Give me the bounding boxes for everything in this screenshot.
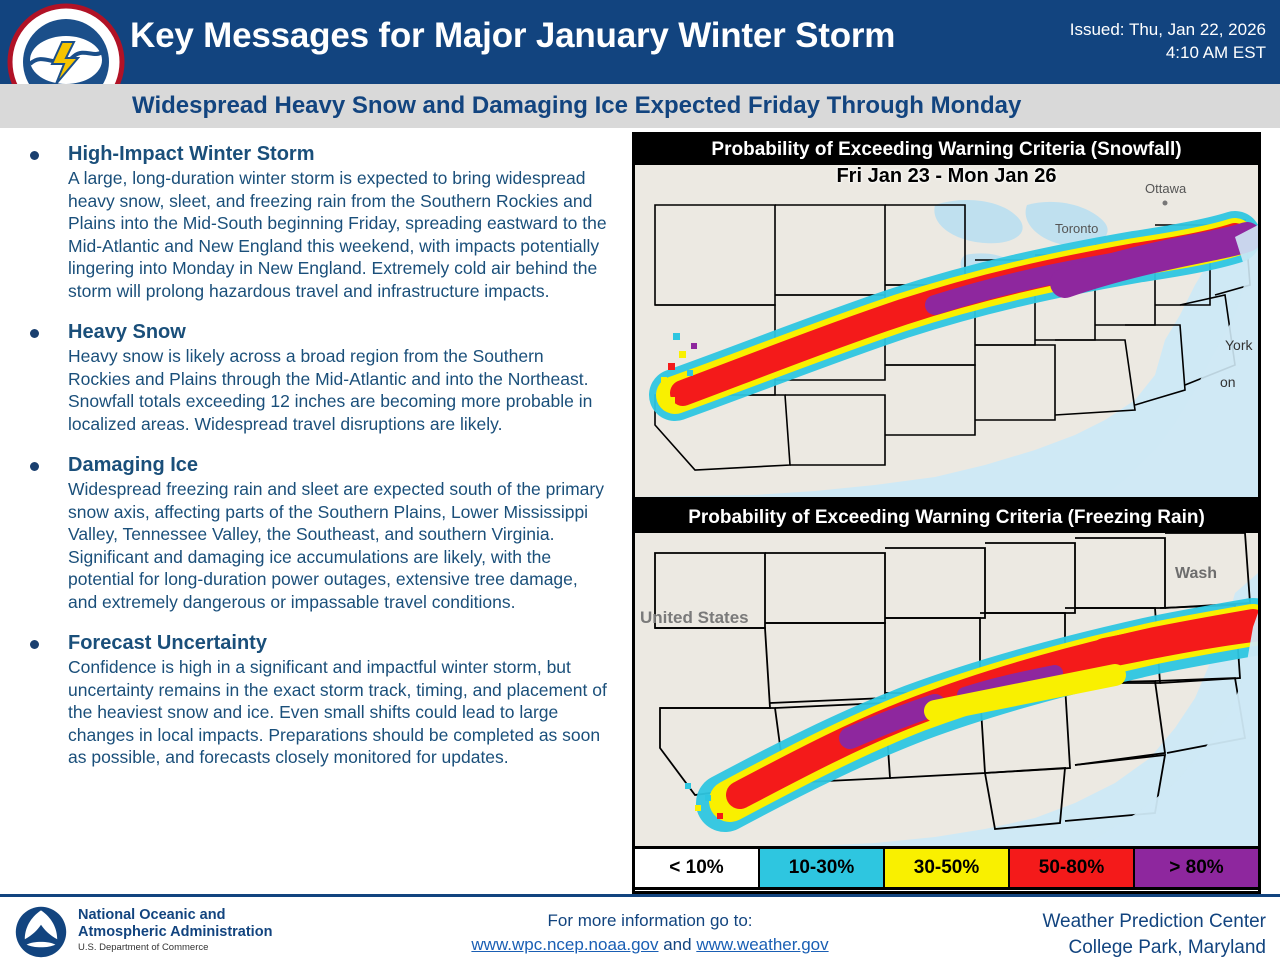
noaa-line-2: Atmospheric Administration (78, 924, 273, 940)
bullet-dot-icon (30, 329, 39, 338)
noaa-agency-text (78, 907, 272, 954)
map-label-york: York (1225, 337, 1253, 353)
bullet-heading: Forecast Uncertainty (68, 632, 267, 654)
office-location: College Park, Maryland (1068, 937, 1266, 958)
noaa-logo-icon (14, 905, 68, 959)
bullet-text: A large, long-duration winter storm is expected to bring widespread heavy snow, sleet, and freezing rain from the Southern Rockies and Plains into the Mid-South beginning Friday, spreading eastward to the Mid-Atlantic and New England this weekend, with impacts potentially lingering into Monday in New England. Extremely cold air behind the storm will prolong hazardous travel and infrastructure impacts. (68, 168, 607, 301)
bullet-dot-icon (30, 151, 39, 160)
footer-bar (0, 894, 1280, 963)
list-item (0, 631, 626, 769)
issued-date: Issued: Thu, Jan 22, 2026 (1069, 20, 1266, 39)
freezing-rain-probability-map-panel (632, 500, 1261, 894)
legend-item-10-30: 10-30% (760, 849, 885, 887)
weather-gov-link[interactable]: www.weather.gov (696, 935, 829, 954)
noaa-line-1: National Oceanic and (78, 907, 226, 923)
more-info-label: For more information go to: (547, 911, 753, 930)
probability-legend (632, 846, 1261, 890)
bullet-text: Widespread freezing rain and sleet are expected south of the primary snow axis, affecting parts of the Southern Plains, Lower Mississippi Valley, Tennessee Valley, the Southeast, and southern Virginia. Significant and damaging ice accumulations are likely, with the potential for long-duration power outages, extensive tree damage, and extremely dangerous or impassable travel conditions. (68, 479, 604, 612)
snowfall-map-title: Probability of Exceeding Warning Criteria (Snowfall) (635, 135, 1258, 165)
map-label-on: on (1220, 374, 1236, 390)
freezing-rain-map-title: Probability of Exceeding Warning Criteria (Freezing Rain) (635, 503, 1258, 533)
list-item (0, 320, 626, 435)
freezing-rain-map-body (635, 533, 1258, 851)
legend-item-lt10: < 10% (635, 849, 760, 887)
freezing-rain-map-graphic (635, 533, 1258, 851)
bullet-dot-icon (30, 640, 39, 649)
bullet-dot-icon (30, 462, 39, 471)
map-label-toronto: Toronto (1055, 221, 1099, 236)
links-conjunction: and (658, 935, 697, 954)
key-messages-list (0, 132, 626, 892)
snowfall-map-subtitle: Fri Jan 23 - Mon Jan 26 (836, 165, 1057, 187)
footer-links-block (400, 909, 900, 957)
bullet-heading: Heavy Snow (68, 321, 186, 343)
map-label-ottawa: Ottawa (1145, 181, 1187, 196)
bullet-heading: Damaging Ice (68, 454, 199, 476)
issued-block (1070, 18, 1266, 64)
noaa-line-3: U.S. Department of Commerce (78, 942, 209, 953)
snowfall-map-graphic (635, 165, 1258, 497)
header-bar (0, 0, 1280, 84)
footer-links (400, 933, 900, 957)
map-column (632, 132, 1264, 894)
snowfall-map-body (635, 165, 1258, 497)
map-label-united-states: United States (640, 608, 749, 627)
bullet-heading: High-Impact Winter Storm (68, 143, 315, 165)
list-item (0, 142, 626, 302)
subheader-text: Widespread Heavy Snow and Damaging Ice Expected Friday Through Monday (132, 92, 1022, 119)
snowfall-probability-map-panel (632, 132, 1261, 500)
map-label-wash: Wash (1175, 565, 1218, 582)
issuing-office (1042, 909, 1266, 961)
list-item (0, 453, 626, 613)
legend-item-50-80: 50-80% (1010, 849, 1135, 887)
wpc-link[interactable]: www.wpc.ncep.noaa.gov (471, 935, 659, 954)
bullet-text: Heavy snow is likely across a broad region from the Southern Rockies and Plains through the Mid-Atlantic and into the Northeast. Snowfall totals exceeding 12 inches are becoming more probable in localized areas. Widespread travel disruptions are likely. (68, 346, 593, 434)
legend-item-30-50: 30-50% (885, 849, 1010, 887)
bullet-text: Confidence is high in a significant and impactful winter storm, but uncertainty remains in the exact storm track, timing, and placement of the heaviest snow and ice. Even small shifts could lead to large changes in local impacts. Preparations should be completed as soon as possible, and forecasts closely monitored for updates. (68, 657, 607, 767)
office-name: Weather Prediction Center (1042, 911, 1266, 932)
page-title: Key Messages for Major January Winter Storm (130, 16, 896, 55)
issued-time: 4:10 AM EST (1165, 43, 1266, 62)
legend-item-gt80: > 80% (1135, 849, 1258, 887)
